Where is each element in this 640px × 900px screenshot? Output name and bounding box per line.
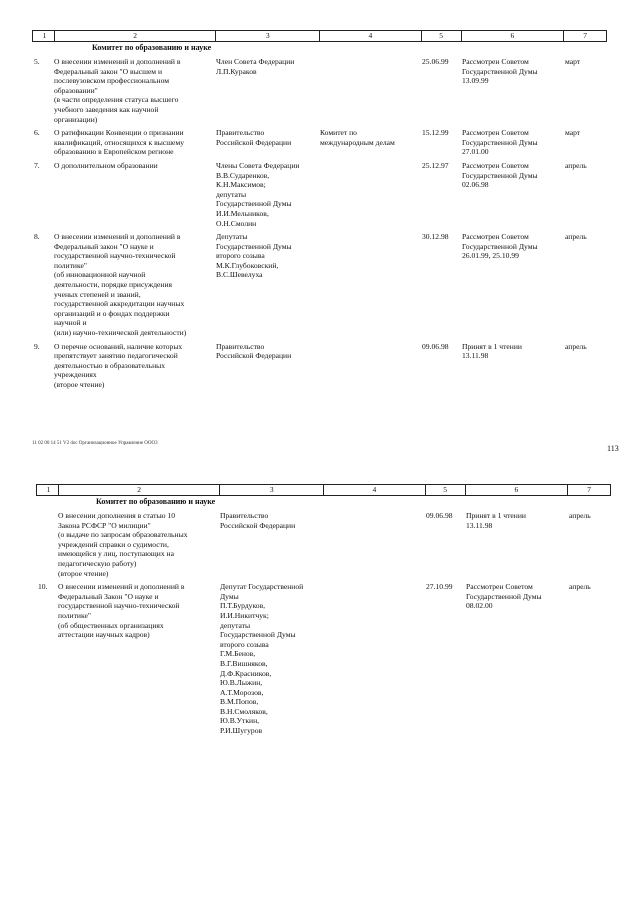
planned-month: март xyxy=(565,57,581,66)
column-header-5: 5 xyxy=(422,31,462,41)
review-status-line: 13.11.98 xyxy=(462,351,489,361)
bill-title-line: деятельности, порядке присуждения xyxy=(54,280,173,290)
row-number xyxy=(36,511,58,578)
column-header-2: 2 xyxy=(55,31,216,41)
bill-title-line: ученых степеней и званий, xyxy=(54,289,141,299)
initiator-line: Правительство xyxy=(216,128,265,138)
bill-title xyxy=(58,511,220,578)
initiator-line: Ю.В.Уткин, xyxy=(220,716,260,726)
review-status xyxy=(462,342,565,390)
bill-title-line: О внесении изменений и дополнений в xyxy=(54,57,181,66)
bill-title-line: (или) научно-технической деятельности) xyxy=(54,328,187,338)
column-header-1: 1 xyxy=(33,31,55,41)
initiator-line: Правительство xyxy=(220,511,269,520)
table-row xyxy=(32,161,607,228)
bill-title-line: (в части определения статуса высшего xyxy=(54,95,179,105)
review-status xyxy=(466,511,569,578)
planned-month: апрель xyxy=(565,160,587,170)
bill-title-line: (об общественных организациях xyxy=(58,620,164,630)
bill-title-line: препятствует занятию педагогической xyxy=(54,351,178,361)
initiator-line: И.И.Мельников, xyxy=(216,208,269,218)
submission-date: 25.12.97 xyxy=(422,160,449,170)
table-row xyxy=(32,342,607,390)
co-committee xyxy=(320,232,422,338)
table-row xyxy=(36,582,611,736)
submission-date: 30.12.98 xyxy=(422,232,449,242)
bill-title xyxy=(54,232,216,338)
row-number: 5. xyxy=(34,57,40,66)
column-header-1: 1 xyxy=(37,485,59,495)
bill-title-line: аттестации научных кадров) xyxy=(58,630,150,640)
bill-title-line: учреждений справки о судимости, xyxy=(58,539,169,549)
bill-title-line: научной и xyxy=(54,318,87,328)
column-header-6: 6 xyxy=(462,31,565,41)
table-row xyxy=(32,128,607,157)
co-committee xyxy=(320,128,422,157)
initiator-line: Российской Федерации xyxy=(220,520,296,530)
bill-title-line: государственной научно-технической xyxy=(58,601,180,611)
submission-date: 15.12.99 xyxy=(422,128,449,138)
table-row xyxy=(36,511,611,578)
planned-month: апрель xyxy=(569,511,591,520)
submission-date: 09.06.98 xyxy=(422,341,449,351)
co-committee-line: Комитет по xyxy=(320,128,357,138)
review-status-line: Рассмотрен Советом xyxy=(462,232,529,242)
submission-date: 27.10.99 xyxy=(426,582,453,592)
initiator-line: Депутаты xyxy=(216,232,248,242)
bill-title-line: О внесении изменений и дополнений в xyxy=(54,232,181,242)
committee-heading: Комитет по образованию и науке xyxy=(96,497,216,506)
row-number: 8. xyxy=(34,232,40,242)
bill-title-line: (о выдаче по запросам образовательных xyxy=(58,530,188,540)
review-status-line: Рассмотрен Советом xyxy=(462,128,529,138)
initiator-line: Члены Совета Федерации xyxy=(216,160,300,170)
table-row xyxy=(32,232,607,338)
bill-title-line: деятельностью в образовательных xyxy=(54,360,166,370)
bill-title-line: О внесении дополнения в статью 10 xyxy=(58,511,176,520)
initiator-line: М.К.Глубоковский, xyxy=(216,260,279,270)
initiator-line: Российской Федерации xyxy=(216,137,292,147)
initiator xyxy=(216,57,320,124)
bill-title-line: образовании" xyxy=(54,85,98,95)
page2-table xyxy=(36,484,611,736)
bill-title xyxy=(54,128,216,157)
initiator-line: Г.М.Бенов, xyxy=(220,649,256,659)
page2-rows xyxy=(36,511,611,736)
bill-title-line: О перечне оснований, наличие которых xyxy=(54,341,183,351)
initiator-line: Ю.В.Лыжин, xyxy=(220,678,263,688)
submission-date: 09.06.98 xyxy=(426,511,453,520)
review-status-line: Государственной Думы xyxy=(462,137,538,147)
row-number: 10. xyxy=(38,582,48,592)
co-committee xyxy=(324,511,426,578)
review-status xyxy=(462,232,565,338)
review-status-line: Государственной Думы xyxy=(462,241,538,251)
initiator-line: Думы xyxy=(220,591,239,601)
planned-month: март xyxy=(565,128,581,138)
bill-title-line: государственной аккредитации научных xyxy=(54,299,185,309)
row-number: 9. xyxy=(34,341,40,351)
bill-title xyxy=(54,161,216,228)
bill-title-line: учебного заведения как научной xyxy=(54,104,159,114)
column-header-row xyxy=(32,30,607,42)
review-status-line: Государственной Думы xyxy=(462,170,538,180)
bill-title xyxy=(58,582,220,736)
initiator-line: В.В.Сударенков, xyxy=(216,170,270,180)
row-number: 6. xyxy=(34,128,40,138)
review-status-line: Принят в 1 чтении xyxy=(466,511,526,520)
bill-title-line: педагогическую работу) xyxy=(58,558,137,568)
bill-title-line: политике" xyxy=(54,260,87,270)
initiator xyxy=(216,128,320,157)
column-header-3: 3 xyxy=(216,31,320,41)
initiator-line: второго созыва xyxy=(220,639,269,649)
review-status-line: Принят в 1 чтении xyxy=(462,341,522,351)
column-header-3: 3 xyxy=(220,485,324,495)
bill-title-line: организации) xyxy=(54,114,98,124)
bill-title-line: государственной научно-технической xyxy=(54,251,176,261)
column-header-4: 4 xyxy=(324,485,426,495)
initiator-line: В.М.Попов, xyxy=(220,697,259,707)
co-committee xyxy=(320,342,422,390)
bill-title-line: образованию в Европейском регионе xyxy=(54,147,174,157)
review-status xyxy=(462,57,565,124)
initiator-line: Государственной Думы xyxy=(216,241,292,251)
initiator-line: Государственной Думы xyxy=(216,199,292,209)
review-status-line: 26.01.99, 25.10.99 xyxy=(462,251,519,261)
initiator xyxy=(216,342,320,390)
review-status-line: 27.01.00 xyxy=(462,147,489,157)
initiator-line: Л.П.Кураков xyxy=(216,66,257,76)
submission-date: 25.06.99 xyxy=(422,57,449,66)
column-header-4: 4 xyxy=(320,31,422,41)
initiator-line: Депутат Государственной xyxy=(220,582,304,592)
initiator-line: П.Т.Бурдуков, xyxy=(220,601,266,611)
bill-title-line: учреждениях xyxy=(54,370,97,380)
initiator xyxy=(216,161,320,228)
initiator-line: Российской Федерации xyxy=(216,351,292,361)
initiator-line: второго созыва xyxy=(216,251,265,261)
bill-title-line: (второе чтение) xyxy=(58,568,109,578)
bill-title-line: Федеральный закон "О науке и xyxy=(54,241,154,251)
column-header-7: 7 xyxy=(583,31,587,40)
bill-title-line: имеющейся у лиц, поступающих на xyxy=(58,549,174,559)
review-status xyxy=(462,161,565,228)
initiator-line: И.И.Никитчук; xyxy=(220,610,269,620)
review-status-line: 02.06.98 xyxy=(462,180,489,190)
initiator-line: Член Совета Федерации xyxy=(216,57,295,66)
document-footer: 11 02 00 14 51 V2 doc Организационное Управление ООО3 xyxy=(32,441,158,446)
initiator xyxy=(220,511,324,578)
initiator-line: К.Н.Максимов; xyxy=(216,180,266,190)
bill-title-line: организаций и о фондах поддержки xyxy=(54,308,170,318)
column-header-6: 6 xyxy=(466,485,569,495)
initiator-line: депутаты xyxy=(220,620,251,630)
bill-title-line: О дополнительном образовании xyxy=(54,160,158,170)
bill-title xyxy=(54,57,216,124)
planned-month: апрель xyxy=(569,582,591,592)
bill-title xyxy=(54,342,216,390)
review-status-line: 13.09.99 xyxy=(462,76,489,86)
initiator-line: Д.Ф.Красников, xyxy=(220,668,272,678)
review-status-line: Рассмотрен Советом xyxy=(466,582,533,592)
bill-title-line: (об инновационной научной xyxy=(54,270,146,280)
review-status-line: Государственной Думы xyxy=(466,591,542,601)
column-header-2: 2 xyxy=(59,485,220,495)
bill-title-line: Закона РСФСР "О милиции" xyxy=(58,520,151,530)
bill-title-line: квалификаций, относящихся к высшему xyxy=(54,137,185,147)
page1-table xyxy=(32,30,607,390)
review-status-line: 13.11.98 xyxy=(466,520,493,530)
initiator-line: депутаты xyxy=(216,189,247,199)
co-committee xyxy=(324,582,426,736)
planned-month: апрель xyxy=(565,232,587,242)
bill-title-line: Федеральный закон "О высшем и xyxy=(54,66,163,76)
initiator-line: О.Н.Смолин xyxy=(216,218,257,228)
initiator xyxy=(216,232,320,338)
initiator-line: В.С.Шевелуха xyxy=(216,270,263,280)
co-committee-line: международным делам xyxy=(320,137,395,147)
table-row xyxy=(32,57,607,124)
initiator-line: А.Т.Морозов, xyxy=(220,687,264,697)
bill-title-line: Федеральный Закон "О науке и xyxy=(58,591,159,601)
page-number: 113 xyxy=(607,444,619,453)
bill-title-line: политике" xyxy=(58,610,91,620)
bill-title-line: О ратификации Конвенции о признании xyxy=(54,128,184,138)
column-header-7: 7 xyxy=(587,485,591,494)
initiator-line: В.Н.Смоляков, xyxy=(220,706,268,716)
column-header-5: 5 xyxy=(426,485,466,495)
bill-title-line: О внесении изменений и дополнений в xyxy=(58,582,185,592)
initiator-line: Государственной Думы xyxy=(220,630,296,640)
review-status-line: Рассмотрен Советом xyxy=(462,160,529,170)
initiator-line: В.Г.Вишняков, xyxy=(220,658,268,668)
review-status-line: Рассмотрен Советом xyxy=(462,57,529,66)
review-status-line: 08.02.00 xyxy=(466,601,493,611)
review-status-line: Государственной Думы xyxy=(462,66,538,76)
review-status xyxy=(462,128,565,157)
planned-month: апрель xyxy=(565,341,587,351)
co-committee xyxy=(320,161,422,228)
initiator xyxy=(220,582,324,736)
initiator-line: Правительство xyxy=(216,341,265,351)
initiator-line: Р.И.Шугуров xyxy=(220,726,263,736)
row-number: 7. xyxy=(34,160,40,170)
page1-rows xyxy=(32,57,607,390)
bill-title-line: (второе чтение) xyxy=(54,380,105,389)
bill-title-line: послевузовском профессиональном xyxy=(54,76,170,86)
review-status xyxy=(466,582,569,736)
committee-heading: Комитет по образованию и науке xyxy=(92,43,212,52)
co-committee xyxy=(320,57,422,124)
column-header-row xyxy=(36,484,611,496)
